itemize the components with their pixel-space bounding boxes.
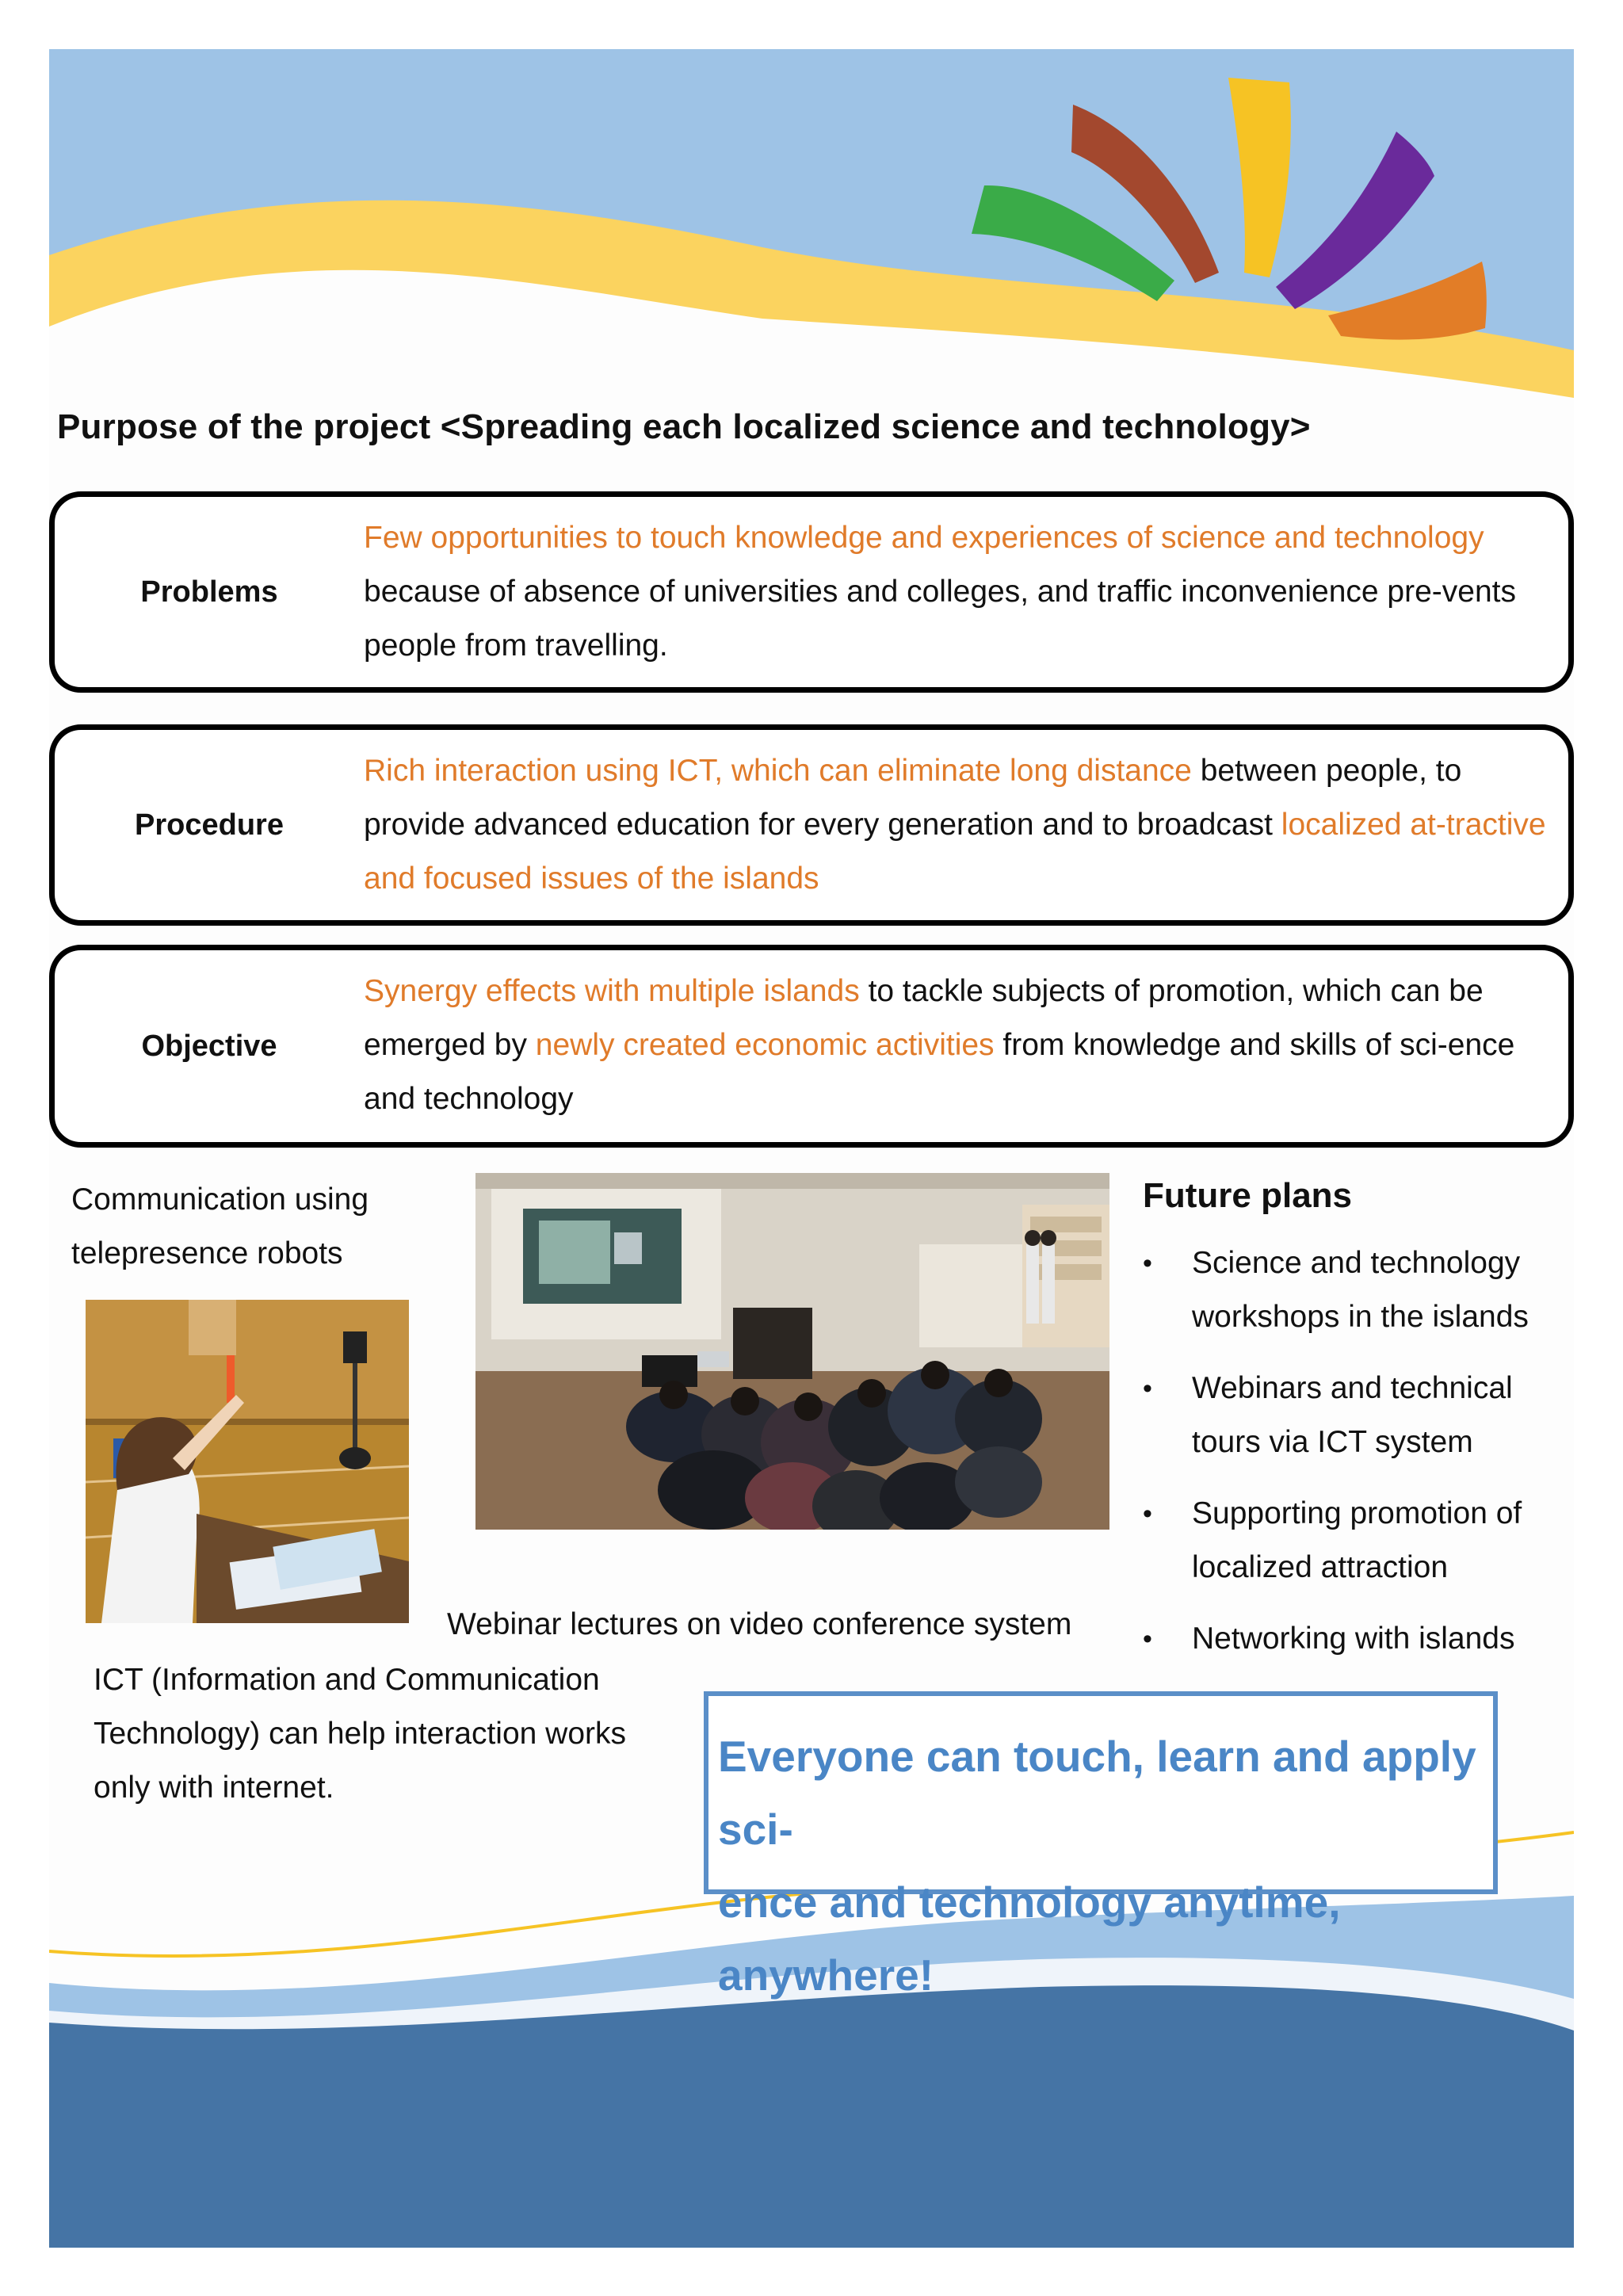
bullet-icon: • (1143, 1499, 1152, 1529)
webinar-caption: Webinar lectures on video conference system (447, 1607, 1072, 1641)
ict-note-line-3: only with internet. (94, 1771, 334, 1805)
telepresence-robot-photo (86, 1300, 409, 1623)
procedure-label: Procedure (135, 808, 284, 842)
page-title: Purpose of the project <Spreading each localized science and technology> (57, 407, 1311, 446)
problems-label: Problems (140, 575, 278, 609)
future-plan-item-line-1: Networking with islands (1192, 1622, 1515, 1656)
future-plan-item-line-2: workshops in the islands (1192, 1300, 1529, 1334)
slogan-line-1: Everyone can touch, learn and apply sci- (718, 1732, 1476, 1854)
problems-highlight: Few opportunities to touch knowledge and experiences of science and technology (364, 521, 1484, 555)
objective-text (364, 965, 1551, 1126)
page (49, 49, 1574, 2248)
future-plans-list (1143, 1236, 1571, 1666)
procedure-box (49, 724, 1574, 926)
telepresence-caption-line-2: telepresence robots (71, 1236, 343, 1270)
ict-note-line-1: ICT (Information and Communication (94, 1663, 600, 1697)
objective-label: Objective (141, 1029, 277, 1063)
future-plan-item-line-2: localized attraction (1192, 1550, 1449, 1584)
slogan-line-2: ence and technology anytime, anywhere! (718, 1878, 1341, 2000)
future-plan-item-line-1: Science and technology (1192, 1246, 1521, 1280)
ict-note-line-2: Technology) can help interaction works (94, 1717, 627, 1751)
future-plan-item-line-2: tours via ICT system (1192, 1425, 1473, 1459)
procedure-body-1: between people, to provide advanced education for every generation and to broadcast (364, 754, 1462, 842)
procedure-highlight-1: Rich interaction using ICT, which can eliminate long distance (364, 754, 1192, 788)
slogan-box (704, 1691, 1498, 2000)
objective-body-2: from knowledge and skills of sci-ence and technology (364, 1028, 1515, 1116)
procedure-highlight-2: localized at-tractive and focused issues of the islands (364, 808, 1546, 896)
procedure-text (364, 744, 1551, 906)
problems-body: because of absence of universities and colleges, and traffic inconvenience pre-vents people from travelling. (364, 575, 1517, 663)
future-plan-item-line-1: Supporting promotion of (1192, 1496, 1522, 1530)
objective-highlight-2: newly created economic activities (535, 1028, 995, 1062)
problems-text (364, 511, 1551, 673)
future-plan-item (1143, 1236, 1571, 1344)
objective-body-1: to tackle subjects of promotion, which can be emerged by (364, 974, 1484, 1062)
future-plan-item-line-1: Webinars and technical (1192, 1371, 1513, 1405)
future-plan-item (1143, 1487, 1571, 1595)
objective-highlight-1: Synergy effects with multiple islands (364, 974, 860, 1008)
future-plan-item (1143, 1362, 1571, 1469)
objective-box (49, 945, 1574, 1148)
future-plans (1143, 1176, 1571, 1683)
bullet-icon: • (1143, 1248, 1152, 1278)
future-plan-item (1143, 1612, 1571, 1666)
telepresence-caption (71, 1173, 369, 1281)
problems-box (49, 491, 1574, 693)
telepresence-caption-line-1: Communication using (71, 1182, 369, 1217)
bullet-icon: • (1143, 1373, 1152, 1404)
future-plans-title: Future plans (1143, 1176, 1353, 1215)
header-banner (49, 49, 1574, 414)
bullet-icon: • (1143, 1624, 1152, 1654)
webinar-photo (475, 1173, 1109, 1530)
